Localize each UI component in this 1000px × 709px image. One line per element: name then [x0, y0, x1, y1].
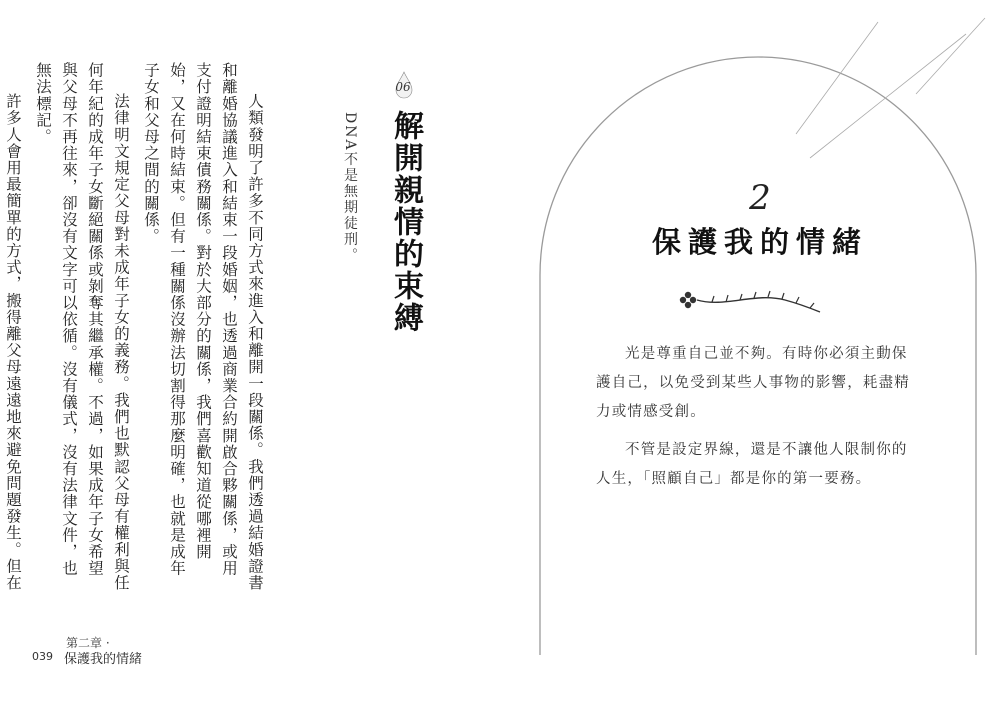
intro-paragraph-2: 不管是設定界線，還是不讓他人限制你的人生，「照顧自己」都是你的第一要務。 [596, 442, 908, 487]
chapter-subtitle: DNA不是無期徒刑。 [342, 112, 358, 264]
body-paragraph-1: 人類發明了許多不同方式來進入和離開一段關係。我們透過結婚證書和離婚協議進入和結束一段婚姻，也透過商業合約開啟合夥關係，或用支付證明結束債務關係。對於大部分的關係，我們喜歡知道從哪裡開始，又在何時結束。但有一種關係沒辦法切割得那麼明確，也就是成年子女和父母之間的關係。 [142, 62, 264, 591]
body-paragraph-2: 法律明文規定父母對未成年子女的義務。我們也默認父母有權利與任何年紀的成年子女斷絕關係或剝奪其繼承權。不過，如果成年子女希望與父母不再往來，卻沒有文字可以依循。沒有儀式，沒有法律文件，也無法標記。 [34, 62, 130, 591]
part-title: 保護我的情緒 [651, 225, 868, 259]
page-number: 039 [32, 650, 53, 663]
flower-vine-ornament [680, 291, 820, 312]
body-paragraph-3: 許多人會用最簡單的方式，搬得離父母遠遠地來避免問題發生。但在 [4, 93, 22, 591]
footer-chapter-label: 第二章 · [66, 636, 110, 650]
body-text [4, 62, 268, 592]
chapter-title: 解開親情的束縛 [388, 110, 423, 334]
light-ray-1 [796, 22, 878, 134]
intro-paragraph-1: 光是尊重自己並不夠。有時你必須主動保護自己，以免受到某些人事物的影響，耗盡精力或情感受創。 [596, 346, 910, 420]
light-ray-2 [810, 34, 966, 158]
part-number: 2 [749, 178, 771, 218]
chapter-number: 06 [395, 80, 411, 94]
footer-section-title: 保護我的情緒 [64, 652, 143, 667]
light-ray-3 [916, 18, 985, 94]
